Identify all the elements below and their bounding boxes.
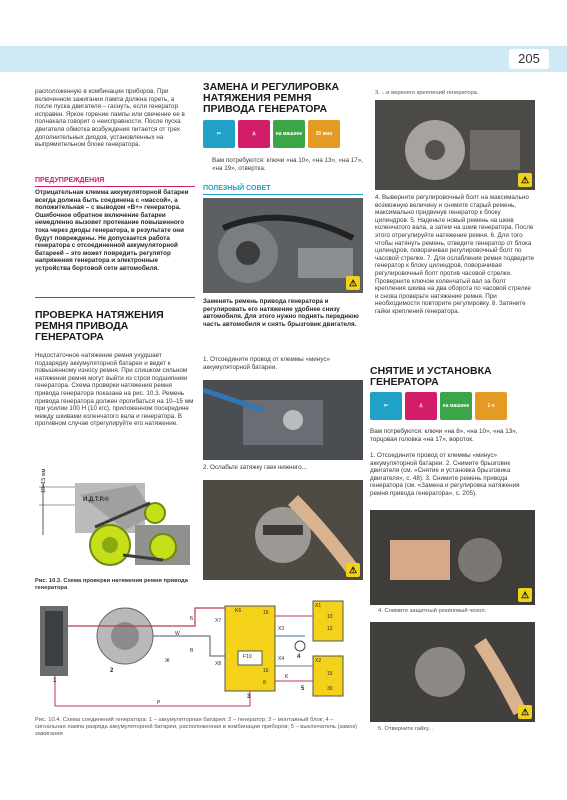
step1-photo [203,380,363,460]
clock-icon: 35 мин [308,120,340,148]
diagram-label: Б [190,616,194,622]
warning-title: ПРЕДУПРЕЖДЕНИЯ [35,177,105,184]
diagram-label: 2 [110,668,114,674]
warning-rule-bottom [35,297,195,298]
diagram-label: 16 [263,610,269,616]
step4-photo [370,510,535,605]
photo-badge-icon: ⚠ [518,588,532,602]
diagram-label: F10 [243,654,252,660]
car-icon: на машине [273,120,305,148]
diagram-label: X8 [215,661,222,667]
diagram-label: X4 [278,656,285,662]
tip-rule [203,194,363,195]
diagram-label: X3 [278,626,285,632]
dimension-label: 10–15 мм [41,468,47,493]
diagram-label: 15 [327,671,333,677]
diagram-label: K6 [235,608,242,614]
diagram-label: Ж [165,658,170,664]
step-1: 1. Отсоедините провод от клеммы «минус» аккумуляторной батареи. [203,356,331,371]
nut-removal-photo-illustration [370,622,535,722]
photo-badge-icon: ⚠ [518,705,532,719]
tip-title: ПОЛЕЗНЫЙ СОВЕТ [203,185,271,192]
diagram-label: X1 [315,603,322,609]
figure-10-3-caption: Рис. 10.3. Схема проверки натяжения ремня привода генератора [35,578,188,591]
figure-watermark: И.Д.Т.Р.® [83,497,109,503]
clock-icon: 1 ч [475,392,507,420]
remove-steps: 1. Отсоедините провод от клеммы «минус» аккумуляторной батареи. 2. Снимите брызговик двигателя (см. «Снятие и установка брызговика двигателя», с. 48). 3. Снимите ремень привода генератора (см. «Замена и регулировка натяжения ремня привода генератора», с. 205). [370,452,520,497]
right-steps: 4. Выверните регулировочный болт на максимально возможную величину и снимите старый ремень, максимально придвинув генератор к блоку цилиндров. 5. Наденьте новый ремень на шкив коленчатого вала, а затем на шкив генератора. После этого отрегулируйте натяжение ремня. 6. Для того чтобы натянуть ремень, отведите генератор от блока цилиндров, поворачивая регулировочный болт по часовой стрелке. 7. Для ослабления ремня подведите генератор к блоку цилиндров, поворачивая регулировочный болт против часовой стрелки. Проверните ключом коленчатый вал за болт крепления шкива на два оборота по часовой стрелке и снова проверьте натяжение ремня. При необходимости повторите регулировку. 8. Затяните гайки креплений генератора. [375,194,535,315]
rubber-cap-photo-illustration [370,510,535,605]
person-icon: ♙ [405,392,437,420]
diagram-label: W [175,631,180,637]
person-icon: ♙ [238,120,270,148]
remove-icon-strip [370,392,507,426]
diagram-label: X7 [215,618,222,624]
tip-text: Заменять ремень привода генератора и регулировать его натяжение удобнее снизу автомобиля. Для этого нужно поднять переднюю часть автомобиля и снять брызговик двигателя. [203,298,359,328]
photo-badge-icon: ⚠ [346,563,360,577]
photo-badge-icon: ⚠ [518,173,532,187]
step-2: 2. Ослабьте затяжку гаек нижнего... [203,464,307,471]
diagram-label: 4 [297,654,301,660]
step-3: 3. ...и верхнего креплений генератора. [375,90,479,96]
photo-badge-icon: ⚠ [346,276,360,290]
wrench-icon: ✂ [370,392,402,420]
car-icon: на машине [440,392,472,420]
intro-text: расположенную в комбинации приборов. При включенном зажигании лампа должна гореть, а после пуска двигателя – гаснуть, если генератор исправен. Яркое горение лампы или свечение ее в полнакала говорит о неисправности. После пуска двигателя обмотка возбуждения питается от трех дополнительных диодов, установленных на выпрямительном блоке генератора. [35,88,185,149]
check-title: ПРОВЕРКА НАТЯЖЕНИЯ РЕМНЯ ПРИВОДА ГЕНЕРАТОРА [35,309,164,343]
replace-title: ЗАМЕНА И РЕГУЛИРОВКА НАТЯЖЕНИЯ РЕМНЯ ПРИВОДА ГЕНЕРАТОРА [203,81,340,115]
diagram-label: K [285,674,289,680]
battery-photo-illustration [203,380,363,460]
remove-tools: Вам потребуются: ключи «на 8», «на 10», «на 13», торцовая головка «на 17», вороток. [370,428,518,443]
belt-tension-diagram [35,475,195,575]
diagram-label: 8 [263,680,266,686]
page-header-band [0,46,567,72]
diagram-label: 16 [263,668,269,674]
remove-title: СНЯТИЕ И УСТАНОВКА ГЕНЕРАТОРА [370,365,492,388]
generator-photo-illustration [375,100,535,190]
replace-tools: Вам потребуются: ключи «на 10», «на 13», «на 17», «на 19», отвертка. [212,157,364,172]
replace-icon-strip [203,120,340,154]
warning-rule [35,186,195,187]
diagram-label: 3 [247,694,251,700]
step2-photo [203,480,363,580]
step5-photo [370,622,535,722]
belt-photo-illustration [203,198,363,293]
figure-10-3 [35,468,195,575]
wrench-icon: ✂ [203,120,235,148]
step-5: 5. Отверните гайку... [378,726,434,732]
tip-photo [203,198,363,293]
wiring-diagram [35,596,365,714]
nut-photo-illustration [203,480,363,580]
diagram-label: 1 [53,678,57,684]
diagram-label: 30 [327,686,333,692]
check-text: Недостаточное натяжение ремня ухудшает подзарядку аккумуляторной батареи и ведет к повышенному износу ремня. При слишком сильном натяжении ремня могут выйти из строя подшипники генератора. Схема проверки натяжения ремня привода генератора показана на рис. 10.3. Ремень привода генератора должен прогибаться на 10–15 мм при усилии 100 Н (10 кгс), приложенном посередине между шкивами коленчатого вала и генератора. В противном случае отрегулируйте его натяжение. [35,352,194,428]
diagram-label: Р [157,700,161,706]
diagram-label: 5 [301,686,305,692]
diagram-label: 12 [327,626,333,632]
diagram-label: 10 [327,614,333,620]
step3-photo [375,100,535,190]
step-4: 4. Снимите защитный резиновый чехол. [378,608,487,614]
figure-10-4-caption: Рис. 10.4. Схема соединений генератора: 1 – аккумуляторная батарея; 2 – генератор; 3 – монтажный блок; 4 – сигнальная лампа разряда аккумуляторной батареи, расположенная в комбинации приборов; 5 – выключатель (замок) зажигания [35,717,357,737]
diagram-label: В [190,648,194,654]
figure-10-4 [35,596,365,714]
warning-text: Отрицательная клемма аккумуляторной батареи всегда должна быть соединена с «массой», а положительная – с выводом «В+» генератора. Ошибочное обратное включение батареи немедленно вызовет протекание повышенного тока через диоды генератора, в результате они будут повреждены. Не допускается работа генератора с отсоединенной аккумуляторной батареей – это может повредить регулятор напряжения генератора и электронные устройства бортовой сети автомобиля. [35,189,189,272]
diagram-label: X2 [315,658,322,664]
page-number: 205 [509,49,549,69]
